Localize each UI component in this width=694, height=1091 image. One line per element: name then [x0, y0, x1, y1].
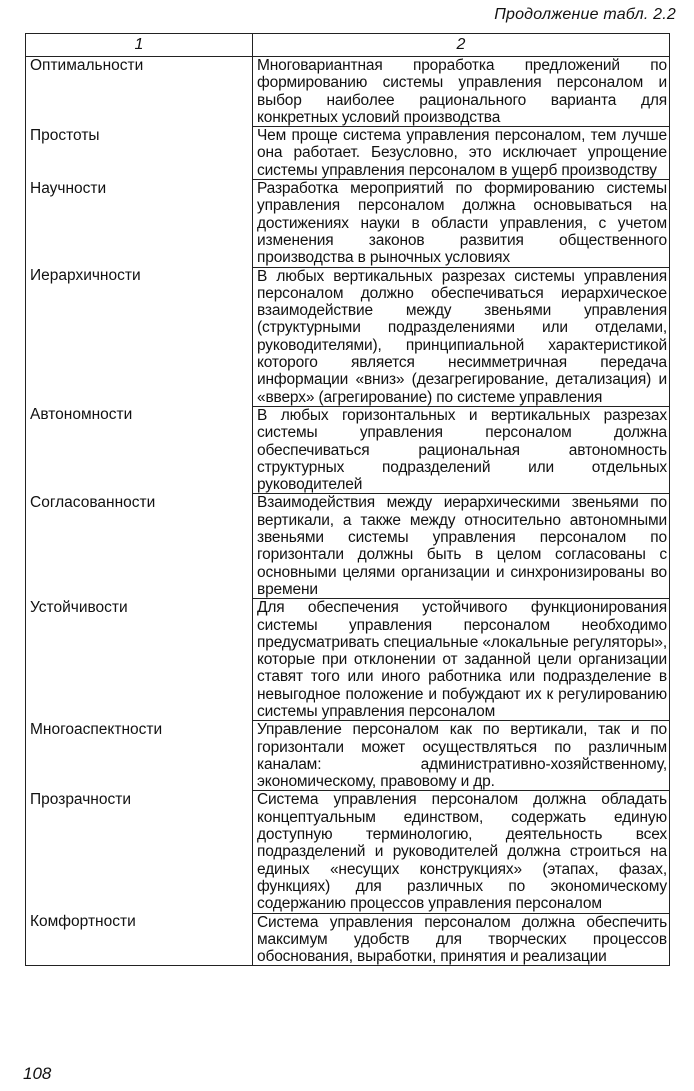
- table-row: [26, 599, 670, 721]
- table-header-row: [26, 34, 670, 57]
- table-row: [26, 494, 670, 599]
- column-header-1: 1: [26, 34, 253, 57]
- table-caption: Продолжение табл. 2.2: [494, 6, 676, 23]
- principle-description: В любых вертикальных разрезах системы управления персоналом должно обеспечиваться иерархическое взаимодействие между звеньями управления (структурными подразделениями или отделами, руководителями), принципиальной характеристикой которого является несимметричная передача информации «вниз» (дезагрегирование, детализация) и «вверх» (агрегирование) по системе управления: [253, 267, 670, 406]
- principle-description: Чем проще система управления персоналом, тем лучше она работает. Безусловно, это исключает упрощение системы управления персоналом в ущерб производству: [253, 127, 670, 180]
- principles-table: [25, 33, 670, 966]
- principle-term: Иерархичности: [26, 267, 253, 406]
- principle-term: Прозрачности: [26, 791, 253, 913]
- principle-term: Автономности: [26, 406, 253, 493]
- principle-term: Многоаспектности: [26, 721, 253, 791]
- principle-description: В любых горизонтальных и вертикальных разрезах системы управления персоналом должна обеспечиваться рациональная автономность структурных подразделений или отдельных руководителей: [253, 406, 670, 493]
- principle-term: Комфортности: [26, 913, 253, 966]
- principle-description: Система управления персоналом должна обеспечить максимум удобств для творческих процессов обоснования, выработки, принятия и реализации: [253, 913, 670, 966]
- table-row: [26, 267, 670, 406]
- table-row: [26, 791, 670, 913]
- page-number: 108: [23, 1064, 52, 1083]
- principle-term: Согласованности: [26, 494, 253, 599]
- table-row: [26, 913, 670, 966]
- principle-term: Научности: [26, 180, 253, 267]
- table-row: [26, 57, 670, 127]
- principle-term: Простоты: [26, 127, 253, 180]
- principle-description: Для обеспечения устойчивого функционирования системы управления персоналом необходимо предусматривать специальные «локальные регуляторы», которые при отклонении от заданной цели организации ставят того или иного работника или подразделение в невыгодное положение и побуждают их к регулированию системы управления персоналом: [253, 599, 670, 721]
- column-header-2: 2: [253, 34, 670, 57]
- principle-description: Система управления персоналом должна обладать концептуальным единством, содержать единую доступную терминологию, деятельность всех подразделений и руководителей должна строиться на единых «несущих конструкциях» (этапах, фазах, функциях) для различных по экономическому содержанию процессов управления персоналом: [253, 791, 670, 913]
- table-row: [26, 180, 670, 267]
- principle-description: Управление персоналом как по вертикали, так и по горизонтали может осуществляться по различным каналам: административно-хозяйственному, экономическому, правовому и др.: [253, 721, 670, 791]
- principle-description: Взаимодействия между иерархическими звеньями по вертикали, а также между относительно автономными звеньями системы управления персоналом по горизонтали должны быть в целом согласованы с основными целями организации и синхронизированы во времени: [253, 494, 670, 599]
- table-row: [26, 127, 670, 180]
- principle-description: Многовариантная проработка предложений по формированию системы управления персоналом и выбор наиболее рационального варианта для конкретных условий производства: [253, 57, 670, 127]
- principle-description: Разработка мероприятий по формированию системы управления персоналом должна основываться на достижениях науки в области управления, с учетом изменения законов развития общественного производства в рыночных условиях: [253, 180, 670, 267]
- table-row: [26, 406, 670, 493]
- principle-term: Оптимальности: [26, 57, 253, 127]
- table-row: [26, 721, 670, 791]
- principle-term: Устойчивости: [26, 599, 253, 721]
